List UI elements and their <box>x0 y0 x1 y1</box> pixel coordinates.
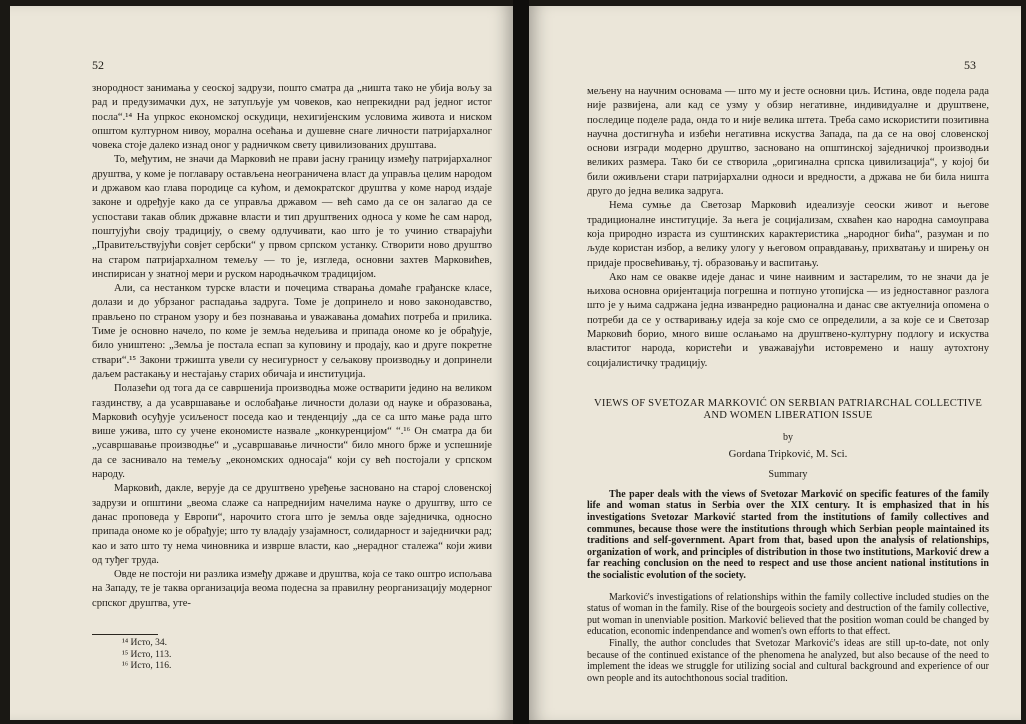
footnote: ¹⁶ Исто, 116. <box>122 661 172 671</box>
paragraph: Marković's investigations of relationships within the family collective included studies on the status of woman in the family. Rise of the bourgeois society and destruction of the family collective, put woman in unenviable position. Marković believed that the position woman could be changed by education, economic indenpendance and women's own efforts to that effect. <box>587 591 989 638</box>
footnote-rule <box>92 634 158 635</box>
paragraph: мељену на научним основама — што му и јесте основни циљ. Истина, овде подела рада није развијена, али кад се узму у обзир негативне, индивидуалне и друштвене, последице поделе рада, онда то и није велика штета. Треба само искористити позитивна научна достигнућа и избећи негативна искуства Запада, па да се на овој словенској основи изгради модерно друштво, засновано на општинској заједничкој производњи великих размера. Тако би се створила „оригинална српска цивилизација“, у којој би били оживљени стари патријархални односи и вредности, а држава не би била ништа друго до једна велика задруга. <box>587 86 989 198</box>
paragraph: Марковић, дакле, верује да се друштвено уређење засновано на старој словенској задрузи и општини „веома слаже са напреднијим начелима науке о друштву, што се данас проповеда у Европи“, нарочито стога што је земља овде заједничка, односно припада ономе ко је обрађује; што ту владају узајамност, солидарност и заједнички рад; као и зато што ту нема чиновника и изврше власти, као „нерадног сталежа“ који живи од туђег труда. <box>92 483 492 566</box>
footnote: ¹⁵ Исто, 113. <box>122 649 172 660</box>
left-body-text <box>92 82 492 611</box>
summary-abstract <box>587 489 989 582</box>
summary-heading: Summary <box>768 469 808 481</box>
author-name: Gordana Tripković, M. Sci. <box>728 447 848 460</box>
summary-body <box>587 592 989 685</box>
english-summary-block <box>587 398 989 684</box>
footnotes <box>122 638 171 673</box>
page-number-left: 52 <box>92 58 104 72</box>
right-page <box>529 6 1021 720</box>
paragraph: Полазећи од тога да се савршенија производња може остварити једино на великом газдинству, а да усавршавање и ослобађање личности долази од науке и образовања, Марковић осуђује усиљеност поседа као и тенденцију „да се са што мање рада што више ужива, што су учене економисте назвале „конкуренцијом“ “.¹⁶ Он сматра да би „усавршавање производње“ и „усавршавање личности“ било много брже и успешније да се заснивало на темељу „економских односаја“ који су већ постојали у српском народу. <box>92 383 492 481</box>
paragraph: Нема сумње да Светозар Марковић идеализује сеоски живот и његове традиционалне институције. За њега је социјализам, схваћен као народна самоуправа која природно израста из суштинских карактеристика „народног бића“, разуман и по људе користан избор, а велику улогу у његовом оправдавању, прихватању и ширењу он придаје просвећивању, тј. образовању и васпитању. <box>587 200 989 269</box>
paragraph: зноpодност занимања у сеоској задрузи, пошто сматра да „ништа тако не убија вољу за рад и предузимачки дух, не затупљује ум човеков, као непрекидни рад једног истог посла“.¹⁴ На упркос економској оскудици, нехигијенским условима живота и ниском општом културном нивоу, морална осећања и душевне снаге личности патријархалног човека стоје далеко изнад оног у радничком свету цивилизованих друштава. <box>92 83 492 152</box>
book-gutter <box>513 0 529 724</box>
paragraph: Али, са нестанком турске власти и почецима стварања домаће грађанске класе, долази и до убрзаног распадања задруга. Томе је допринело и ново законодавство, прављено по страном узору и без познавања и уважавања домаћих потреба и прилика. Тиме је основно начело, по коме је земља недељива и припада ономе ко је обрађује, било уништено: „Земља је постала еспап за куповину и продају, као и друге покретне ствари“.¹⁵ Закони тржишта увели су несигурност у сељакову производњу и допринели даљем растакању и нестајању старих обичаја и институција. <box>92 283 492 380</box>
english-title: VIEWS OF SVETOZAR MARKOVIĆ ON SERBIAN PATRIARCHAL COLLECTIVE AND WOMEN LIBERATION ISSUE <box>594 398 982 421</box>
paragraph: Ако нам се овакве идеје данас и чине наивним и застарелим, то не значи да је њихова основна оријентација погрешна и потпуно утопијска — из једноставног разлога што је у њима садржана једна изванредно рационална и данас све актуелнија опомена о потреби да се у остваривању идеја за које смо се определили, а за које се и Светозар Марковић борио, много више ослањамо на друштвено-културну подлогу и искуства властитог народа, користећи и уважавајући истовремено и нашу аутохтону социјалистичку традицију. <box>587 271 989 369</box>
paragraph: Finally, the author concludes that Svetozar Marković's ideas are still up-to-date, not only because of the continued existance of the phenomena he analyzed, but also because of the need to implement the ideas we struggle for utilizing social and cultural background and experience of our own people and its autochthonous social tradition. <box>587 637 989 684</box>
right-body-text <box>587 85 989 371</box>
paragraph: The paper deals with the views of Svetozar Marković on specific features of the family life and woman status in Serbia over the XIX century. It is emphasized that in his investigations Svetozar Marković started from the institutions of family collectives and communes, because those were the institutions through which Serbian people maintained its traditions and self-government. Apart from that, based upon the analysis of relationships, organization of work, and principles of distribution in those two institutions, Marković drew a far reaching conclusion on the need to respect and use those ancient national institutions in the socialistic evolution of the society. <box>587 488 989 581</box>
page-number-right: 53 <box>964 58 976 72</box>
footnote: ¹⁴ Исто, 34. <box>122 638 168 648</box>
paragraph: Овде не постоји ни разлика између државе и друштва, која се тако оштро испољава на Западу, те је таква организација веома подесна за правилну реорганизацију модерног српског друштва, уте- <box>92 569 492 609</box>
byline-by: by <box>783 432 793 443</box>
left-page <box>10 6 513 720</box>
paragraph: То, међутим, не значи да Марковић не прави јасну границу између патријархалног друштва, у коме је поглавару остављена неограничена власт да управља целим народом и државом као глава породице са кућом, и демократског друштва у коме народ издаје законе и одређује како да се управља државом — већ само да се он залагао да се успостави такав облик државне власти и тип друштвених односа у коме ће сам народ, поштујући своју традицију, о свему одлучивати, као што је то учинио стварајући „Правитељствујући совјет сербски“ у првом српском устанку. Створити ново друштво на старом патријархалном темељу — то је, изгледа, основни захтев Марковићев, инспирисан у знатној мери и руском народњачком традицијом. <box>92 154 492 280</box>
